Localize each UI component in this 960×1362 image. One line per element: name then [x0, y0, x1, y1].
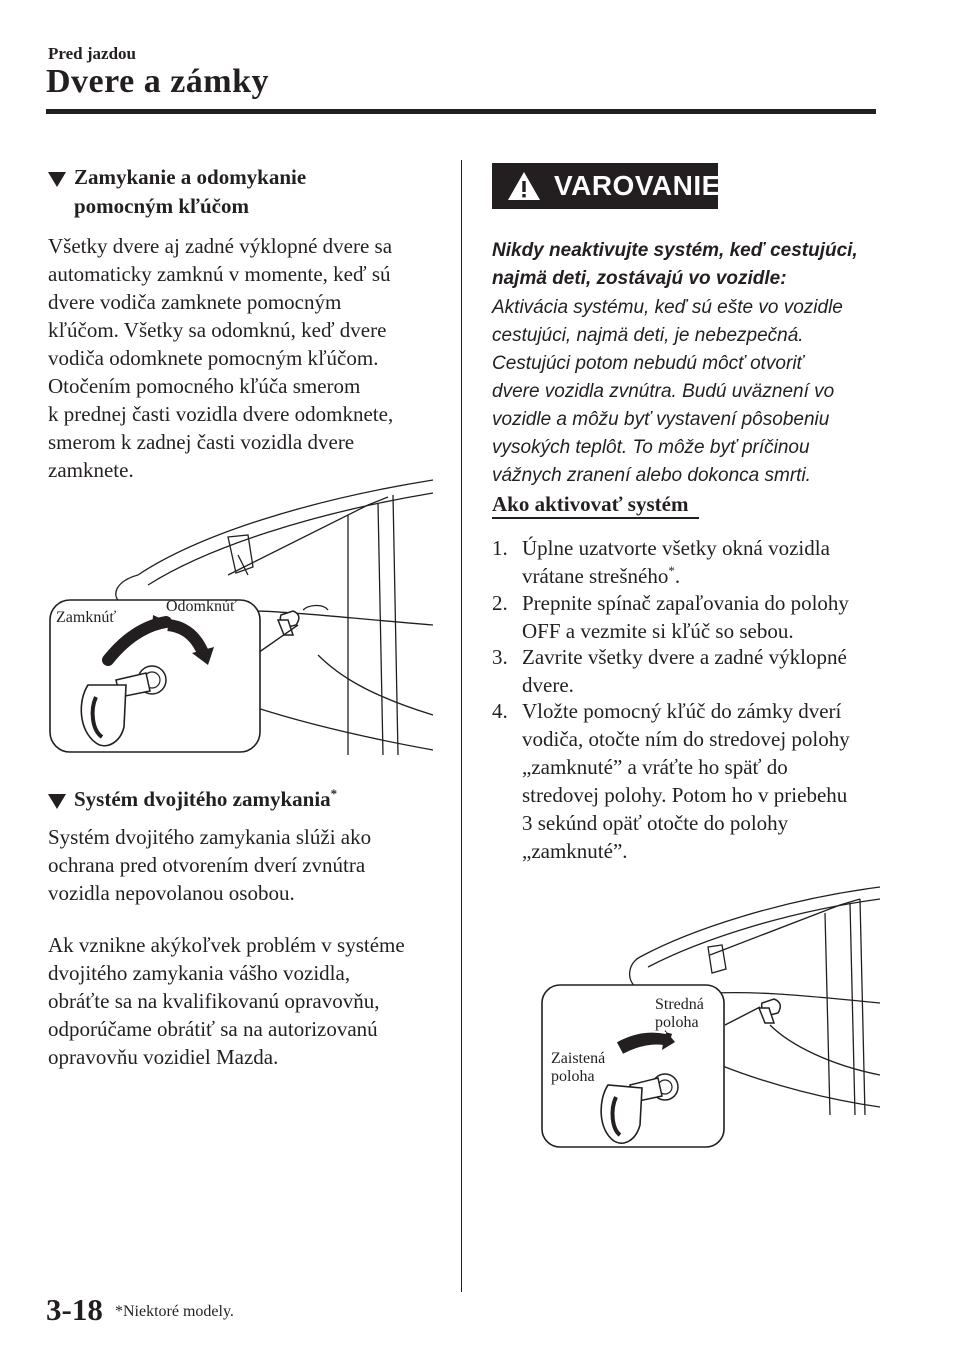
text-line: vysokých teplôt. To môže byť príčinou: [492, 437, 810, 458]
paragraph-auto-lock: [48, 232, 448, 484]
text-line: Ak vznikne akýkoľvek problém v systéme: [48, 933, 405, 957]
warning-headline: [492, 237, 887, 293]
paragraph-service-advice: [48, 931, 448, 1071]
text-line: „zamknuté” a vráťte ho späť do: [522, 755, 788, 779]
text-line: Zaistená: [551, 1050, 606, 1067]
step-item: [492, 534, 882, 590]
text-line: obráťte sa na kvalifikovanú opravovňu,: [48, 989, 380, 1013]
text-line: Úplne uzatvorte všetky okná vozidla: [522, 536, 830, 560]
heading-line: Zamykanie a odomykanie: [74, 165, 307, 189]
text-line: opravovňu vozidiel Mazda.: [48, 1045, 279, 1069]
text-line: Vložte pomocný kľúč do zámky dverí: [522, 699, 842, 723]
text-line: poloha: [655, 1014, 699, 1031]
page-number: 3-18: [46, 1292, 103, 1327]
text-line: dvere vozidla zvnútra. Budú uväznení vo: [492, 381, 835, 402]
text-line: vrátane strešného: [522, 564, 669, 588]
text-line: stredovej polohy. Potom ho v priebehu: [522, 783, 848, 807]
text-line: k prednej časti vozidla dvere odomknete,: [48, 402, 394, 426]
text-line: Zavrite všetky dvere a zadné výklopné: [522, 645, 847, 669]
text-line: vodiča odomknete pomocným kľúčom.: [48, 346, 379, 370]
label-unlock: Odomknúť: [166, 598, 237, 615]
warning-label: VAROVANIE: [554, 170, 721, 201]
column-divider: [461, 160, 462, 1292]
text-line: smerom k zadnej časti vozidla dvere: [48, 430, 355, 454]
warning-banner: [492, 163, 721, 209]
text-line: Prepnite spínač zapaľovania do polohy: [522, 591, 849, 615]
exclamation-triangle-icon: [506, 170, 542, 202]
text-line: dvojitého zamykania vášho vozidla,: [48, 961, 351, 985]
heading-auxiliary-key: [48, 163, 306, 221]
triangle-bullet-icon: [48, 794, 66, 809]
paragraph-double-lock-purpose: [48, 823, 448, 907]
text-line: vážnych zranení alebo dokonca smrti.: [492, 465, 811, 486]
step-item: [492, 697, 882, 865]
text-punctuation: .: [674, 564, 681, 588]
step-number: 1.: [492, 536, 508, 560]
label-center-position: [655, 996, 704, 1032]
section-label: Pred jazdou: [48, 44, 136, 63]
footnote-mark: *: [668, 563, 675, 578]
text-line: Cestujúci potom nebudú môcť otvoriť: [492, 353, 804, 374]
text-line: cestujúci, najmä deti, je nebezpečná.: [492, 325, 804, 346]
text-line: „zamknuté”.: [522, 839, 628, 863]
heading-double-lock: [48, 785, 337, 814]
triangle-bullet-icon: [48, 172, 66, 187]
text-line: ochrana pred otvorením dverí zvnútra: [48, 853, 366, 877]
text-line: dvere vodiča zamknete pomocným: [48, 290, 342, 314]
warning-body: [492, 294, 887, 490]
label-lock: Zamknúť: [56, 609, 117, 626]
footnote-mark: *: [330, 786, 338, 801]
step-item: [492, 643, 882, 699]
text-line: automaticky zamknú v momente, keď sú: [48, 262, 391, 286]
text-line: najmä deti, zostávajú vo vozidle:: [492, 268, 787, 289]
text-line: vozidle a môžu byť vystavení pôsobeniu: [492, 409, 830, 430]
heading-text: Systém dvojitého zamykania: [74, 787, 331, 811]
heading-line: pomocným kľúčom: [74, 194, 249, 218]
text-line: Aktivácia systému, keď sú ešte vo vozidle: [492, 297, 843, 318]
page-title: Dvere a zámky: [46, 63, 270, 100]
subheading-how-to-activate: Ako aktivovať systém: [492, 492, 689, 516]
text-line: poloha: [551, 1068, 595, 1085]
text-line: 3 sekúnd opäť otočte do polohy: [522, 811, 789, 835]
text-line: vodiča, otočte ním do stredovej polohy: [522, 727, 850, 751]
step-number: 3.: [492, 645, 508, 669]
text-line: zamknete.: [48, 458, 134, 482]
text-line: Všetky dvere aj zadné výklopné dvere sa: [48, 234, 393, 258]
step-number: 4.: [492, 699, 508, 723]
step-number: 2.: [492, 591, 508, 615]
text-line: OFF a vezmite si kľúč so sebou.: [522, 619, 794, 643]
step-item: [492, 589, 882, 645]
text-line: Nikdy neaktivujte systém, keď cestujúci,: [492, 240, 858, 261]
text-line: odporúčame obrátiť sa na autorizovanú: [48, 1017, 378, 1041]
text-line: kľúčom. Všetky sa odomknú, keď dvere: [48, 318, 387, 342]
title-rule: [46, 109, 876, 114]
footnote: *Niektoré modely.: [115, 1303, 234, 1320]
text-line: Otočením pomocného kľúča smerom: [48, 374, 361, 398]
text-line: Systém dvojitého zamykania slúži ako: [48, 825, 372, 849]
text-line: Stredná: [655, 996, 704, 1013]
label-locked-position: [551, 1050, 605, 1086]
text-line: vozidla nepovolanou osobou.: [48, 881, 295, 905]
subheading-underline: [492, 517, 699, 519]
text-line: dvere.: [522, 673, 574, 697]
double-lock-illustration: [540, 885, 885, 1150]
